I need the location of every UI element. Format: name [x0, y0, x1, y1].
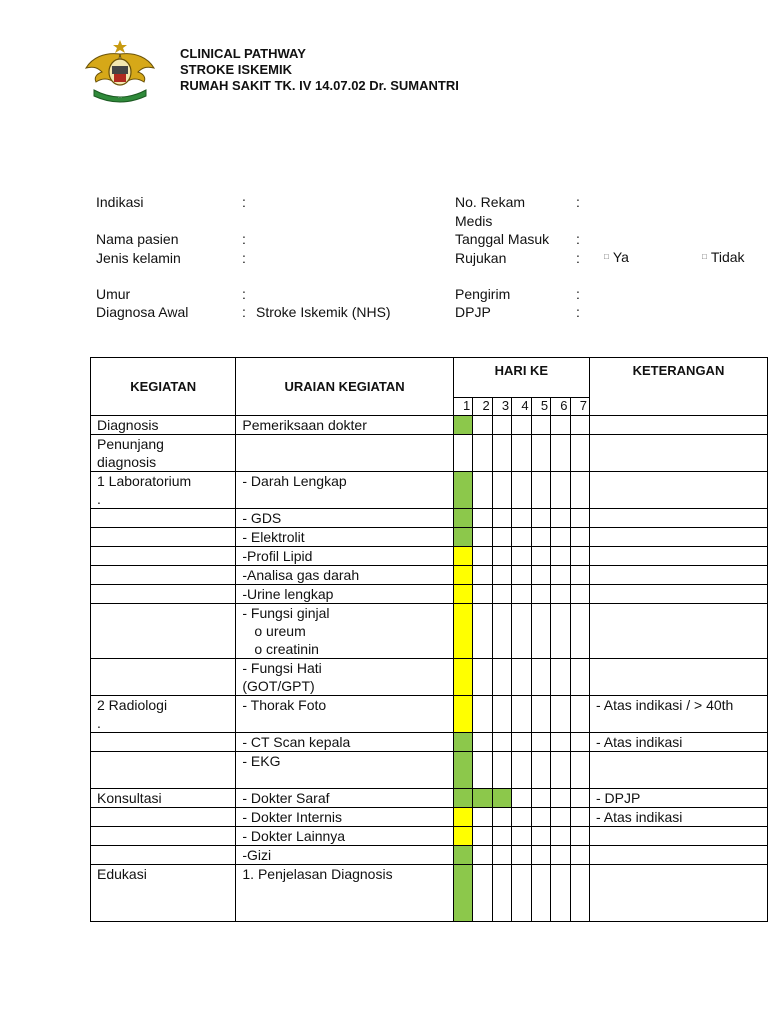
- uraian-cell: [236, 509, 453, 528]
- header-subtitle: STROKE ISKEMIK: [180, 62, 292, 77]
- day-cell-1: [453, 416, 472, 435]
- day-cell-2: [473, 865, 492, 922]
- day-cell-5: [531, 509, 550, 528]
- uraian-text: -Gizi: [242, 847, 272, 863]
- day-cell-1: [453, 472, 472, 509]
- uraian-text: - Thorak Foto: [242, 697, 327, 713]
- checkbox-icon: □: [702, 252, 707, 261]
- keterangan-cell: [589, 585, 767, 604]
- day-number: 7: [570, 398, 589, 416]
- keterangan-cell: [589, 547, 767, 566]
- uraian-cell: [236, 566, 453, 585]
- uraian-cell: [236, 827, 453, 846]
- day-cell-7: [570, 808, 589, 827]
- day-cell-3: [492, 509, 511, 528]
- colon: :: [242, 286, 246, 302]
- uraian-text: -Analisa gas darah: [242, 567, 360, 583]
- day-cell-4: [512, 416, 531, 435]
- kegiatan-cell: [91, 733, 236, 752]
- kegiatan-cell: [91, 566, 236, 585]
- day-cell-5: [531, 416, 550, 435]
- uraian-cell: [236, 416, 453, 435]
- day-cell-4: [512, 604, 531, 659]
- day-cell-4: [512, 435, 531, 472]
- table-row: [91, 696, 768, 733]
- keterangan-cell: - Atas indikasi: [589, 808, 767, 827]
- uraian-cell: [236, 659, 453, 696]
- kegiatan-cell: [91, 547, 236, 566]
- day-cell-4: [512, 733, 531, 752]
- uraian-text: o ureum: [254, 623, 306, 639]
- keterangan-cell: - Atas indikasi / > 40th: [589, 696, 767, 733]
- table-row: [91, 547, 768, 566]
- table-row: [91, 789, 768, 808]
- header-title: CLINICAL PATHWAY: [180, 46, 306, 61]
- uraian-text: - GDS: [242, 510, 282, 526]
- keterangan-cell: [589, 472, 767, 509]
- label-umur: Umur: [96, 286, 131, 302]
- day-cell-1: [453, 528, 472, 547]
- day-cell-5: [531, 827, 550, 846]
- keterangan-cell: [589, 435, 767, 472]
- day-cell-4: [512, 509, 531, 528]
- day-cell-2: [473, 696, 492, 733]
- table-row: [91, 435, 768, 472]
- day-cell-6: [551, 733, 570, 752]
- day-cell-5: [531, 808, 550, 827]
- keterangan-cell: [589, 827, 767, 846]
- day-cell-5: [531, 528, 550, 547]
- keterangan-cell: [589, 846, 767, 865]
- keterangan-cell: [589, 528, 767, 547]
- day-cell-7: [570, 509, 589, 528]
- kegiatan-cell: [91, 808, 236, 827]
- label-tanggal-masuk: Tanggal Masuk: [455, 231, 550, 247]
- header-hari-ke: HARI KE: [453, 358, 589, 398]
- day-cell-4: [512, 827, 531, 846]
- day-cell-6: [551, 509, 570, 528]
- day-cell-3: [492, 808, 511, 827]
- day-cell-6: [551, 808, 570, 827]
- day-cell-3: [492, 846, 511, 865]
- kegiatan-text: Konsultasi: [97, 790, 162, 806]
- day-cell-4: [512, 789, 531, 808]
- kegiatan-text: 2 Radiologi: [97, 697, 168, 713]
- day-cell-6: [551, 752, 570, 789]
- day-cell-3: [492, 547, 511, 566]
- day-cell-1: [453, 808, 472, 827]
- uraian-text: - Dokter Internis: [242, 809, 342, 825]
- label-dpjp: DPJP: [455, 304, 491, 320]
- uraian-cell: [236, 604, 453, 659]
- day-cell-7: [570, 733, 589, 752]
- day-cell-5: [531, 604, 550, 659]
- day-cell-5: [531, 696, 550, 733]
- day-cell-4: [512, 566, 531, 585]
- day-cell-2: [473, 509, 492, 528]
- rujukan-tidak-option[interactable]: [702, 248, 745, 266]
- day-cell-7: [570, 566, 589, 585]
- label-pengirim: Pengirim: [455, 286, 511, 302]
- day-cell-2: [473, 416, 492, 435]
- day-cell-5: [531, 789, 550, 808]
- day-cell-6: [551, 528, 570, 547]
- colon: :: [242, 231, 246, 247]
- uraian-text: Pemeriksaan dokter: [242, 417, 367, 433]
- table-row: [91, 808, 768, 827]
- uraian-text: - Dokter Lainnya: [242, 828, 346, 844]
- day-cell-7: [570, 435, 589, 472]
- colon: :: [576, 304, 580, 320]
- table-row: [91, 865, 768, 922]
- colon: :: [242, 304, 246, 320]
- day-cell-4: [512, 752, 531, 789]
- day-cell-7: [570, 696, 589, 733]
- day-cell-7: [570, 865, 589, 922]
- day-cell-7: [570, 416, 589, 435]
- kegiatan-cell: [91, 827, 236, 846]
- day-cell-3: [492, 566, 511, 585]
- rujukan-ya-option[interactable]: [604, 248, 629, 266]
- uraian-cell: [236, 808, 453, 827]
- uraian-text: -Profil Lipid: [242, 548, 313, 564]
- table-row: [91, 827, 768, 846]
- day-cell-5: [531, 435, 550, 472]
- uraian-text: - Dokter Saraf: [242, 790, 330, 806]
- day-cell-4: [512, 659, 531, 696]
- keterangan-cell: [589, 604, 767, 659]
- label-medis: Medis: [455, 213, 493, 229]
- day-cell-4: [512, 528, 531, 547]
- checkbox-icon: □: [604, 252, 609, 261]
- day-cell-5: [531, 733, 550, 752]
- uraian-text: - EKG: [242, 753, 281, 769]
- day-cell-5: [531, 865, 550, 922]
- kegiatan-text: .: [97, 491, 101, 507]
- day-cell-2: [473, 472, 492, 509]
- day-cell-6: [551, 659, 570, 696]
- day-cell-3: [492, 604, 511, 659]
- table-row: [91, 846, 768, 865]
- day-cell-6: [551, 865, 570, 922]
- kegiatan-text: Penunjang: [97, 436, 164, 452]
- day-cell-3: [492, 865, 511, 922]
- colon: :: [576, 194, 580, 210]
- day-cell-7: [570, 659, 589, 696]
- svg-text:...: ...: [118, 94, 122, 99]
- uraian-text: o creatinin: [254, 641, 319, 657]
- day-number: 2: [473, 398, 492, 416]
- kegiatan-cell: [91, 846, 236, 865]
- colon: :: [576, 250, 580, 266]
- day-cell-4: [512, 472, 531, 509]
- table-row: [91, 604, 768, 659]
- day-number: 5: [531, 398, 550, 416]
- day-cell-2: [473, 659, 492, 696]
- header-hospital: RUMAH SAKIT TK. IV 14.07.02 Dr. SUMANTRI: [180, 78, 459, 93]
- day-cell-7: [570, 846, 589, 865]
- day-cell-6: [551, 827, 570, 846]
- day-number: 6: [551, 398, 570, 416]
- label-indikasi: Indikasi: [96, 194, 144, 210]
- day-cell-6: [551, 566, 570, 585]
- colon: :: [242, 250, 246, 266]
- kegiatan-cell: [91, 659, 236, 696]
- day-cell-7: [570, 528, 589, 547]
- colon: :: [242, 194, 246, 210]
- kegiatan-cell: [91, 789, 236, 808]
- day-cell-3: [492, 416, 511, 435]
- uraian-cell: [236, 435, 453, 472]
- day-cell-2: [473, 604, 492, 659]
- table-row: [91, 416, 768, 435]
- day-cell-3: [492, 733, 511, 752]
- uraian-cell: [236, 865, 453, 922]
- kegiatan-text: Edukasi: [97, 866, 147, 882]
- uraian-cell: [236, 585, 453, 604]
- keterangan-cell: [589, 509, 767, 528]
- uraian-text: (GOT/GPT): [242, 678, 315, 694]
- table-body: [91, 416, 768, 922]
- day-cell-2: [473, 585, 492, 604]
- document-header: [180, 46, 459, 94]
- kegiatan-cell: [91, 865, 236, 922]
- day-cell-3: [492, 752, 511, 789]
- day-cell-6: [551, 416, 570, 435]
- rujukan-ya-label: Ya: [612, 249, 629, 265]
- kegiatan-cell: [91, 435, 236, 472]
- day-cell-2: [473, 528, 492, 547]
- day-cell-1: [453, 566, 472, 585]
- label-nama-pasien: Nama pasien: [96, 231, 179, 247]
- uraian-text: - Fungsi ginjal: [242, 605, 330, 621]
- day-cell-5: [531, 846, 550, 865]
- uraian-cell: [236, 528, 453, 547]
- day-cell-7: [570, 585, 589, 604]
- day-cell-6: [551, 696, 570, 733]
- day-cell-1: [453, 846, 472, 865]
- day-cell-6: [551, 789, 570, 808]
- day-cell-5: [531, 585, 550, 604]
- day-cell-7: [570, 604, 589, 659]
- day-cell-5: [531, 547, 550, 566]
- kegiatan-text: Diagnosis: [97, 417, 159, 433]
- uraian-text: -Urine lengkap: [242, 586, 334, 602]
- day-cell-2: [473, 846, 492, 865]
- day-cell-3: [492, 827, 511, 846]
- day-cell-2: [473, 752, 492, 789]
- day-number: 4: [512, 398, 531, 416]
- clinical-pathway-table: [90, 357, 768, 922]
- day-cell-3: [492, 789, 511, 808]
- uraian-text: - Darah Lengkap: [242, 473, 347, 489]
- day-cell-7: [570, 827, 589, 846]
- day-cell-7: [570, 752, 589, 789]
- uraian-cell: [236, 547, 453, 566]
- day-cell-2: [473, 789, 492, 808]
- kegiatan-text: 1 Laboratorium: [97, 473, 192, 489]
- uraian-text: - Fungsi Hati: [242, 660, 322, 676]
- day-cell-3: [492, 696, 511, 733]
- kegiatan-text: .: [97, 715, 101, 731]
- kegiatan-cell: [91, 752, 236, 789]
- day-cell-4: [512, 696, 531, 733]
- day-cell-1: [453, 509, 472, 528]
- header-kegiatan: KEGIATAN: [91, 358, 236, 416]
- uraian-cell: [236, 752, 453, 789]
- day-cell-1: [453, 659, 472, 696]
- day-cell-2: [473, 827, 492, 846]
- label-rujukan: Rujukan: [455, 250, 507, 266]
- kegiatan-cell: [91, 528, 236, 547]
- day-cell-6: [551, 585, 570, 604]
- label-jenis-kelamin: Jenis kelamin: [96, 250, 181, 266]
- keterangan-cell: [589, 752, 767, 789]
- day-cell-5: [531, 752, 550, 789]
- day-cell-4: [512, 846, 531, 865]
- day-cell-2: [473, 547, 492, 566]
- day-cell-3: [492, 585, 511, 604]
- kegiatan-cell: [91, 696, 236, 733]
- table-row: [91, 566, 768, 585]
- day-cell-1: [453, 865, 472, 922]
- day-cell-5: [531, 566, 550, 585]
- day-cell-6: [551, 604, 570, 659]
- keterangan-cell: - Atas indikasi: [589, 733, 767, 752]
- day-cell-2: [473, 808, 492, 827]
- label-no-rekam: No. Rekam: [455, 194, 526, 210]
- day-cell-1: [453, 733, 472, 752]
- colon: :: [576, 286, 580, 302]
- day-cell-1: [453, 435, 472, 472]
- uraian-cell: [236, 696, 453, 733]
- day-cell-5: [531, 659, 550, 696]
- rujukan-tidak-label: Tidak: [710, 249, 745, 265]
- kegiatan-cell: [91, 472, 236, 509]
- kegiatan-cell: [91, 416, 236, 435]
- day-cell-3: [492, 659, 511, 696]
- label-diagnosa-awal: Diagnosa Awal: [96, 304, 189, 320]
- table-row: [91, 733, 768, 752]
- day-cell-4: [512, 808, 531, 827]
- hospital-emblem-logo: [84, 38, 156, 106]
- table-row: [91, 509, 768, 528]
- day-number: 1: [453, 398, 472, 416]
- uraian-cell: [236, 733, 453, 752]
- day-cell-2: [473, 733, 492, 752]
- uraian-cell: [236, 472, 453, 509]
- day-cell-6: [551, 846, 570, 865]
- day-number: 3: [492, 398, 511, 416]
- table-row: [91, 585, 768, 604]
- uraian-cell: [236, 846, 453, 865]
- header-uraian-kegiatan: URAIAN KEGIATAN: [236, 358, 453, 416]
- day-cell-2: [473, 566, 492, 585]
- day-cell-1: [453, 547, 472, 566]
- keterangan-cell: [589, 865, 767, 922]
- day-cell-1: [453, 789, 472, 808]
- uraian-text: 1. Penjelasan Diagnosis: [242, 866, 393, 882]
- kegiatan-cell: [91, 509, 236, 528]
- diagnosa-awal-value: Stroke Iskemik (NHS): [256, 304, 391, 320]
- header-keterangan: KETERANGAN: [589, 358, 767, 416]
- day-cell-4: [512, 547, 531, 566]
- uraian-cell: [236, 789, 453, 808]
- day-cell-7: [570, 789, 589, 808]
- kegiatan-cell: [91, 604, 236, 659]
- colon: :: [576, 231, 580, 247]
- day-cell-3: [492, 528, 511, 547]
- day-cell-1: [453, 585, 472, 604]
- table-row: [91, 528, 768, 547]
- day-cell-1: [453, 696, 472, 733]
- table-row: [91, 752, 768, 789]
- keterangan-cell: [589, 416, 767, 435]
- day-cell-7: [570, 547, 589, 566]
- day-cell-5: [531, 472, 550, 509]
- table-row: [91, 659, 768, 696]
- day-cell-4: [512, 585, 531, 604]
- day-cell-3: [492, 472, 511, 509]
- day-cell-3: [492, 435, 511, 472]
- day-cell-1: [453, 752, 472, 789]
- keterangan-cell: [589, 566, 767, 585]
- day-cell-2: [473, 435, 492, 472]
- day-cell-1: [453, 827, 472, 846]
- day-cell-7: [570, 472, 589, 509]
- table-row: [91, 472, 768, 509]
- kegiatan-text: diagnosis: [97, 454, 157, 470]
- day-cell-6: [551, 472, 570, 509]
- keterangan-cell: [589, 659, 767, 696]
- day-cell-6: [551, 435, 570, 472]
- day-cell-1: [453, 604, 472, 659]
- keterangan-cell: - DPJP: [589, 789, 767, 808]
- uraian-text: - Elektrolit: [242, 529, 305, 545]
- kegiatan-cell: [91, 585, 236, 604]
- day-cell-4: [512, 865, 531, 922]
- uraian-text: - CT Scan kepala: [242, 734, 351, 750]
- day-cell-6: [551, 547, 570, 566]
